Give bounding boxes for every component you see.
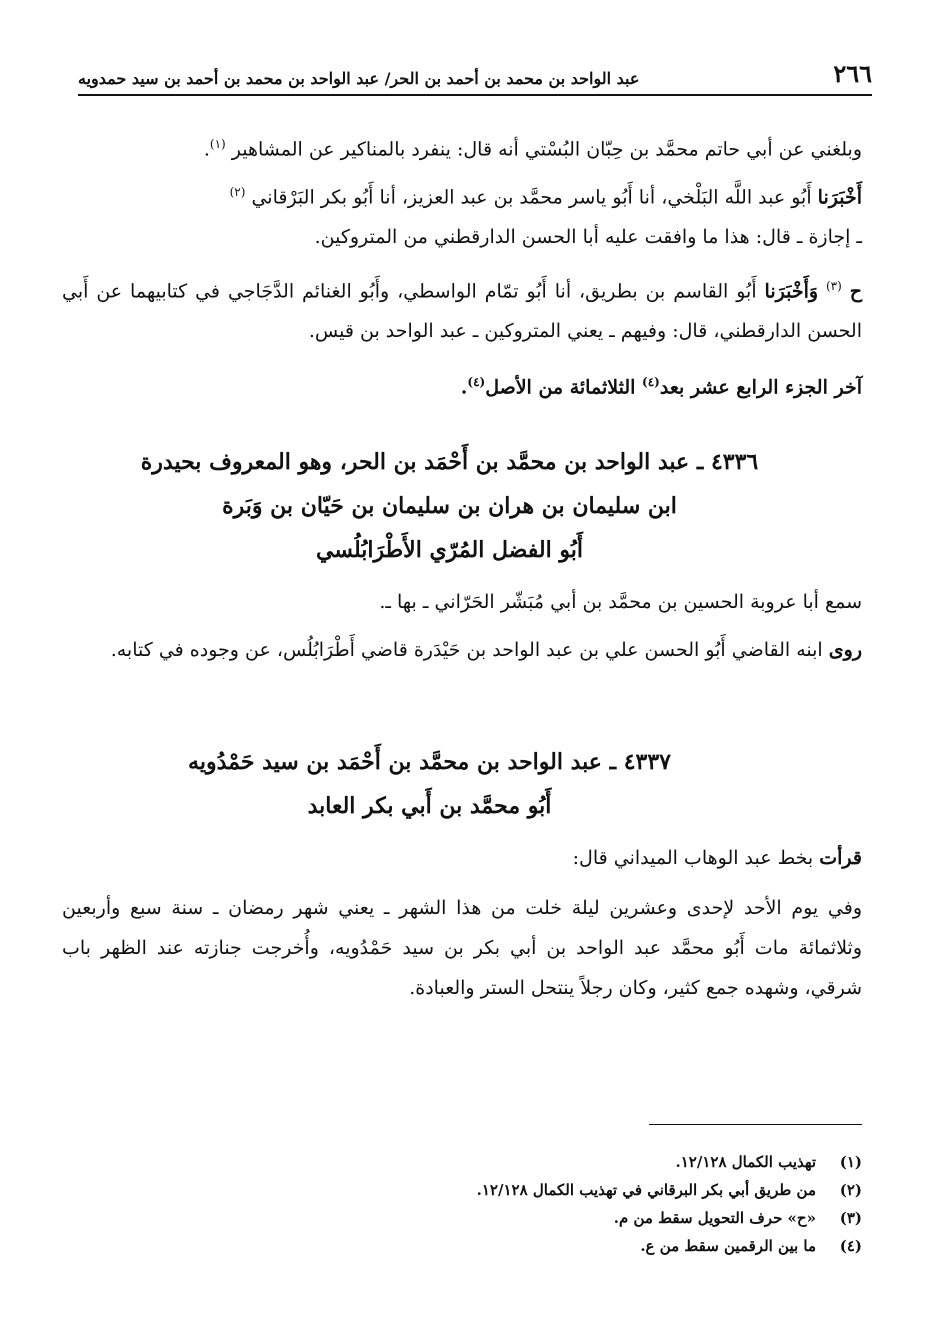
footnotes (162, 1148, 862, 1260)
running-header (78, 56, 872, 96)
paragraph-isnad-daraqutni: ح $^{(٣)}$ وَأَخْبَرَنا أَبُو القاسم بن بطريق، أنا أَبُو تمّام الواسطي، وأَبُو الغنائم الدَّجَاجي في كتابيهما عن أَبي الحسن الدارقطني، قال: وفيهم ـ يعني المتروكين ـ عبد الواحد بن قيس. (62, 279, 863, 343)
paragraph-death-notice: وفي يوم الأحد لإحدى وعشرين ليلة خلت من هذا الشهر ـ يعني شهر رمضان ـ سنة سبع وأربعين وثلاثمائة مات أَبُو محمَّد عبد الواحد بن أبي بكر بن سيد حَمْدُويه، وأُخرجت جنازته عند الظهر باب شرقي، وشهده جمع كثير، وكان رجلاً ينتحل الستر والعبادة. (62, 897, 862, 999)
footnote-ref: (٣) (825, 279, 842, 293)
end-of-juz-note: آخر الجزء الرابع عشر بعد$^{(٤)}$ الثلاثمائة من الأصل$^{(٤)}$. (460, 375, 862, 399)
rawa-lead: روى (828, 639, 862, 661)
footnote-item: (٣) «ح» حرف التحويل سقط من م. (613, 1209, 862, 1227)
footnote-ref: (١) (209, 137, 226, 151)
paragraph-narrated: روى ابنه القاضي أَبُو الحسن علي بن عبد الواحد بن حَيْدَرة قاضي أَطْرَابُلُس، عن وجوده في كتابه. (110, 639, 862, 661)
entry-heading-4337: ٤٣٣٧ ـ عبد الواحد بن محمَّد بن أَحْمَد بن سيد حَمْدُويه أَبُو محمَّد بن أَبي بكر العابد (188, 749, 671, 819)
paragraph-ibn-hibban: وبلغني عن أبي حاتم محمَّد بن حِبّان البُسْتي أنه قال: ينفرد بالمناكير عن المشاهير $^{(١)}$. (203, 137, 862, 161)
paragraph-heard: سمع أبا عروبة الحسين بن محمَّد بن أبي مُبَشّر الحَرّاني ـ بها ـ. (379, 591, 862, 613)
page-number: ٢٦٦ (833, 59, 872, 88)
footnote-ref: (٢) (229, 185, 246, 199)
footnote-separator (649, 1124, 862, 1125)
footnote-item: (٢) من طريق أبي بكر البرقاني في تهذيب الكمال ١٢/١٢٨. (476, 1181, 862, 1199)
wa-akhbarana-lead: وَأَخْبَرَنا (764, 280, 819, 303)
footnote-item: (١) تهذيب الكمال ١٢/١٢٨. (675, 1153, 862, 1171)
qaratu-lead: قرأت (819, 847, 862, 869)
footnote-item: (٤) ما بين الرقمين سقط من ع. (640, 1237, 862, 1255)
akhbarana-lead: أَخْبَرَنا (817, 186, 862, 209)
entry-heading-4336: ٤٣٣٦ ـ عبد الواحد بن محمَّد بن أَحْمَد بن الحر، وهو المعروف بحيدرة ابن سليمان بن هران بن سليمان بن حَيّان بن وَبَرة أَبُو الفضل المُرّي الأَطْرَابُلُسي (140, 449, 759, 563)
paragraph-read: قرأت بخط عبد الوهاب الميداني قال: (572, 847, 862, 869)
footnote-ref: (٤) (467, 375, 486, 389)
footnote-ref: (٤) (642, 375, 660, 389)
running-title: عبد الواحد بن محمد بن أحمد بن الحر/ عبد الواحد بن محمد بن أحمد بن سيد حمدويه (78, 69, 640, 88)
paragraph-isnad-barqani: أَخْبَرَنا أَبُو عبد اللَّه البَلْخي، أنا أَبُو ياسر محمَّد بن عبد العزيز، أنا أَبُو بكر البَرْقاني $^{(٢)}$ ـ إجازة ـ قال: هذا ما وافقت عليه أبا الحسن الدارقطني من المتروكين. (229, 185, 862, 249)
